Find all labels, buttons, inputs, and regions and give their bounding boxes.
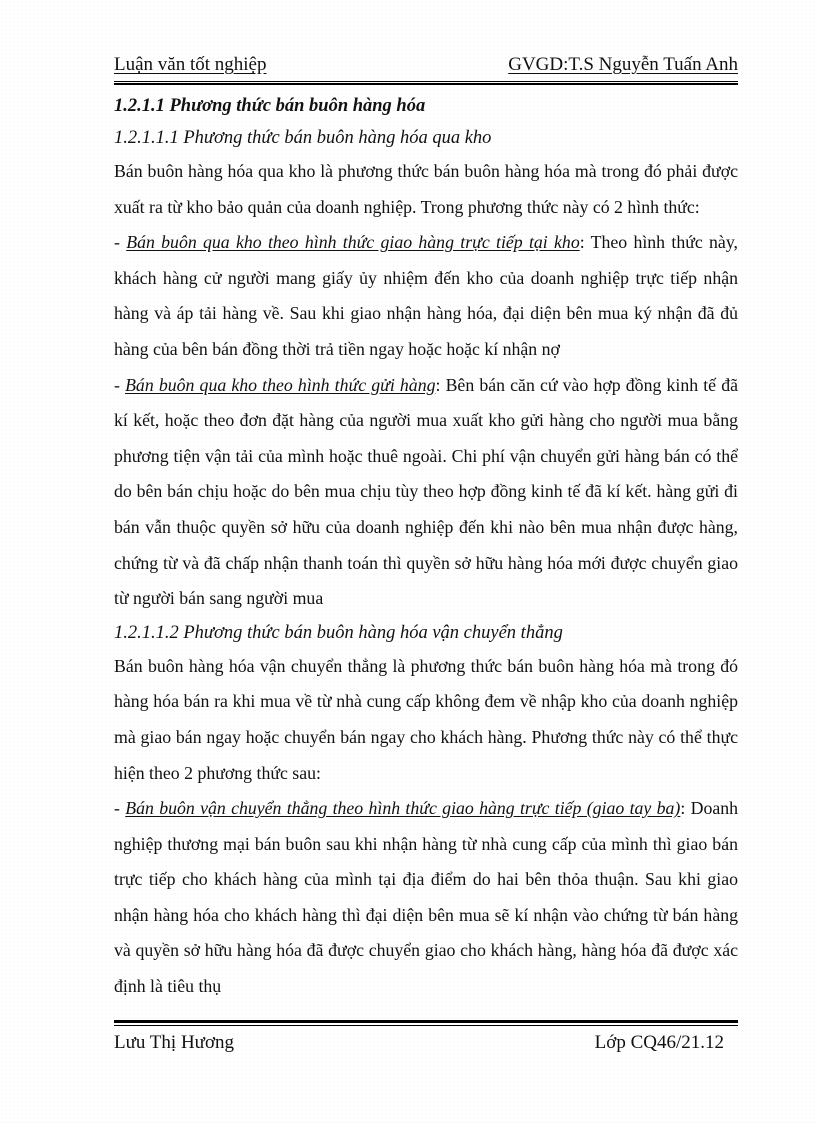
footer-divider [114, 1020, 738, 1026]
subsection-heading-direct-transport: 1.2.1.1.2 Phương thức bán buôn hàng hóa vận chuyển thẳng [114, 622, 563, 643]
header-supervisor: GVGD:T.S Nguyễn Tuấn Anh [508, 54, 738, 75]
paragraph-warehouse-intro: Bán buôn hàng hóa qua kho là phương thức bán buôn hàng hóa mà trong đó phải được xuất ra từ kho bảo quản của doanh nghiệp. Trong phương thức này có 2 hình thức: [114, 161, 738, 217]
item-lead-direct-delivery: Bán buôn qua kho theo hình thức giao hàng trực tiếp tại kho [126, 232, 580, 253]
list-item-three-party [114, 791, 738, 1005]
page-footer [114, 1032, 738, 1058]
page-header [114, 54, 738, 82]
header-divider [114, 81, 738, 85]
header-thesis-title: Luận văn tốt nghiệp [114, 54, 267, 75]
list-item-shipping [114, 368, 738, 617]
item-lead-shipping: Bán buôn qua kho theo hình thức gửi hàng [125, 374, 436, 395]
bullet-dash: - [114, 232, 127, 253]
section-heading: 1.2.1.1 Phương thức bán buôn hàng hóa [114, 96, 426, 116]
item-lead-three-party: Bán buôn vận chuyển thẳng theo hình thức giao hàng trực tiếp (giao tay ba) [125, 798, 681, 819]
paragraph-direct-transport-intro: Bán buôn hàng hóa vận chuyển thẳng là phương thức bán buôn hàng hóa mà trong đó hàng hóa bán ra khi mua về từ nhà cung cấp không đem về nhập kho của doanh nghiệp mà giao bán ngay hoặc chuyển bán ngay cho khách hàng. Phương thức này có thể thực hiện theo 2 phương thức sau: [114, 655, 738, 783]
item-text-three-party: : Doanh nghiệp thương mại bán buôn sau khi nhận hàng từ nhà cung cấp của mình thì giao bán trực tiếp cho khách hàng của mình tại địa điểm do hai bên thỏa thuận. Sau khi giao nhận hàng hóa cho khách hàng thì đại diện bên mua sẽ kí nhận vào chứng từ bán hàng và quyền sở hữu hàng hóa đã được chuyển giao cho khách hàng, hàng hóa đã được xác định là tiêu thụ [114, 798, 739, 997]
item-text-direct-delivery: : Theo hình thức này, khách hàng cử người mang giấy ủy nhiệm đến kho của doanh nghiệp trực tiếp nhận hàng và áp tải hàng về. Sau khi giao nhận hàng hóa, đại diện bên mua ký nhận đã đủ hàng của bên bán đồng thời trả tiền ngay hoặc hoặc kí nhận nợ [114, 232, 738, 359]
footer-class: Lớp CQ46/21.12 [594, 1032, 724, 1053]
page-body [114, 90, 738, 1005]
bullet-dash: - [114, 374, 126, 395]
subsection-heading-warehouse: 1.2.1.1.1 Phương thức bán buôn hàng hóa qua kho [114, 128, 492, 148]
item-text-shipping: : Bên bán căn cứ vào hợp đồng kinh tế đã kí kết, hoặc theo đơn đặt hàng của người mua xuất kho gửi hàng cho người mua bằng phương tiện vận tải của mình hoặc thuê ngoài. Chi phí vận chuyển gửi hàng bán có thể do bên bán chịu hoặc do bên mua chịu tùy theo hợp đồng kinh tế đã kí kết. hàng gửi đi bán vẫn thuộc quyền sở hữu của doanh nghiệp đến khi nào bên mua nhận được hàng, chứng từ và đã chấp nhận thanh toán thì quyền sở hữu hàng hóa mới được chuyển giao từ người bán sang người mua [114, 374, 738, 609]
list-item-direct-delivery [114, 225, 738, 367]
bullet-dash: - [114, 798, 126, 819]
footer-author: Lưu Thị Hương [114, 1032, 235, 1053]
